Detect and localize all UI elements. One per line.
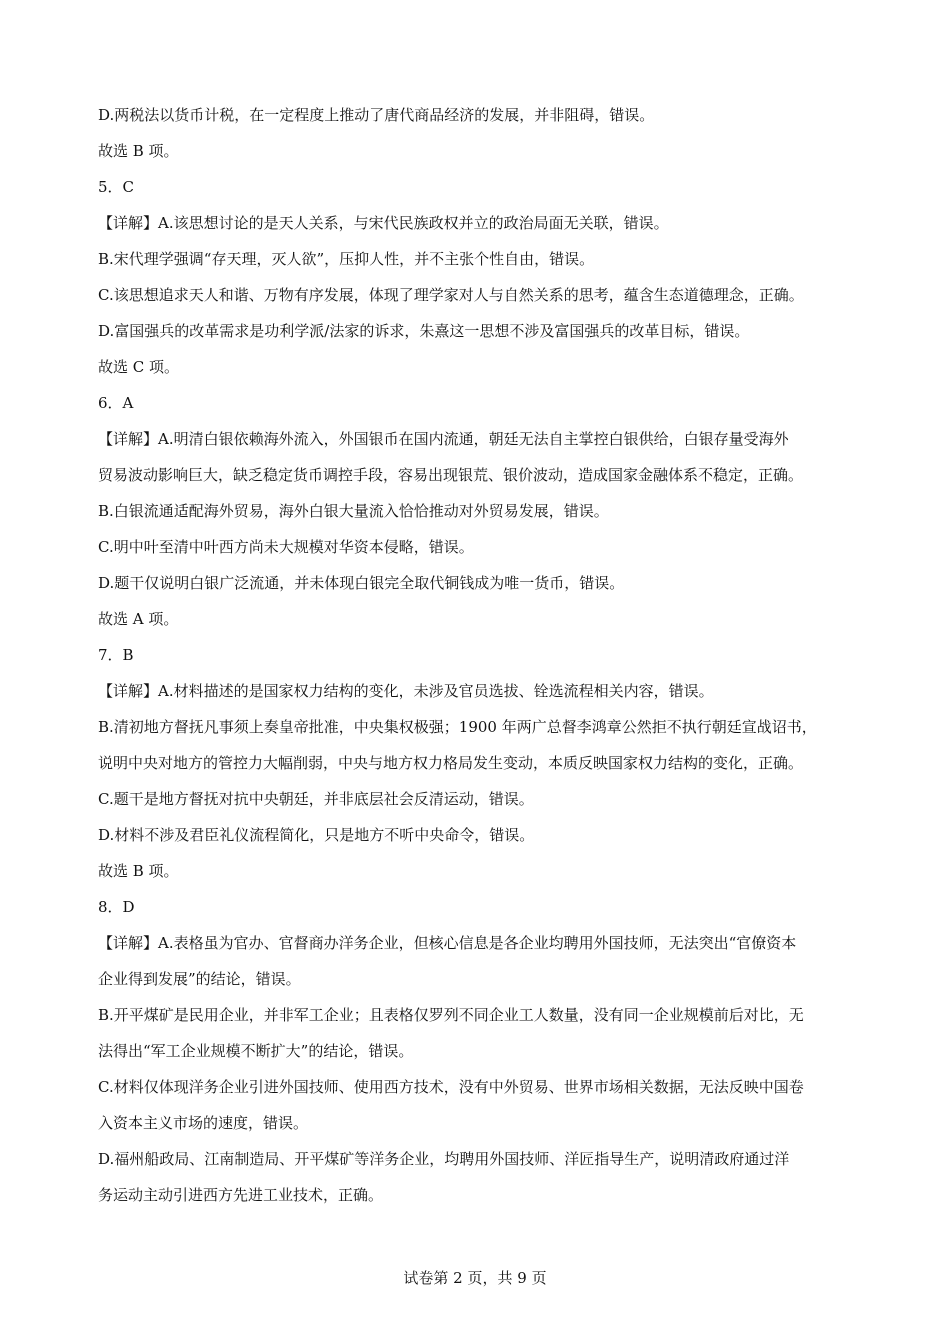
question-number: 7．B [98,646,134,664]
text-line: 【详解】A.表格虽为官办、官督商办洋务企业，但核心信息是各企业均聘用外国技师，无法突出“官僚资本 [98,934,797,952]
text-line: B.清初地方督抚凡事须上奏皇帝批准，中央集权极强；1900 年两广总督李鸿章公然拒不执行朝廷宣战诏书， [98,718,817,736]
answer-content [98,97,858,1213]
text-line: B.白银流通适配海外贸易，海外白银大量流入恰恰推动对外贸易发展，错误。 [98,502,609,520]
text-line: D.材料不涉及君臣礼仪流程简化，只是地方不听中央命令，错误。 [98,826,535,844]
text-line: B.宋代理学强调“存天理，灭人欲”，压抑人性，并不主张个性自由，错误。 [98,250,595,268]
text-line: 入资本主义市场的速度，错误。 [98,1114,309,1132]
text-line: 故选 B 项。 [98,142,179,160]
text-line: B.开平煤矿是民用企业，并非军工企业；且表格仅罗列不同企业工人数量，没有同一企业规模前后对比，无 [98,1006,804,1024]
text-line: 【详解】A.明清白银依赖海外流入，外国银币在国内流通，朝廷无法自主掌控白银供给，白银存量受海外 [98,430,789,448]
text-line: D.富国强兵的改革需求是功利学派/法家的诉求，朱熹这一思想不涉及富国强兵的改革目标，错误。 [98,322,750,340]
page-footer: 试卷第 2 页，共 9 页 [403,1269,547,1287]
text-line: C.明中叶至清中叶西方尚未大规模对华资本侵略，错误。 [98,538,474,556]
text-line: C.材料仅体现洋务企业引进外国技师、使用西方技术，没有中外贸易、世界市场相关数据，无法反映中国卷 [98,1078,804,1096]
question-number: 8．D [98,898,135,916]
text-line: D.两税法以货币计税，在一定程度上推动了唐代商品经济的发展，并非阻碍，错误。 [98,106,655,124]
text-line: 法得出“军工企业规模不断扩大”的结论，错误。 [98,1042,414,1060]
text-line: 故选 A 项。 [98,610,179,628]
text-line: 故选 B 项。 [98,862,179,880]
text-line: 说明中央对地方的管控力大幅削弱，中央与地方权力格局发生变动，本质反映国家权力结构的变化，正确。 [98,754,804,772]
text-line: C.该思想追求天人和谐、万物有序发展，体现了理学家对人与自然关系的思考，蕴含生态道德理念，正确。 [98,286,804,304]
text-line: 【详解】A.该思想讨论的是天人关系，与宋代民族政权并立的政治局面无关联，错误。 [98,214,669,232]
text-line: D.福州船政局、江南制造局、开平煤矿等洋务企业，均聘用外国技师、洋匠指导生产，说明清政府通过洋 [98,1150,790,1168]
text-line: 企业得到发展”的结论，错误。 [98,970,301,988]
text-line: 故选 C 项。 [98,358,180,376]
text-line: 务运动主动引进西方先进工业技术，正确。 [98,1186,384,1204]
text-line: 贸易波动影响巨大，缺乏稳定货币调控手段，容易出现银荒、银价波动，造成国家金融体系不稳定，正确。 [98,466,804,484]
text-line: C.题干是地方督抚对抗中央朝廷，并非底层社会反清运动，错误。 [98,790,534,808]
question-number: 5．C [98,178,135,196]
question-number: 6．A [98,394,134,412]
text-line: 【详解】A.材料描述的是国家权力结构的变化，未涉及官员选拔、铨选流程相关内容，错误。 [98,682,714,700]
text-line: D.题干仅说明白银广泛流通，并未体现白银完全取代铜钱成为唯一货币，错误。 [98,574,625,592]
